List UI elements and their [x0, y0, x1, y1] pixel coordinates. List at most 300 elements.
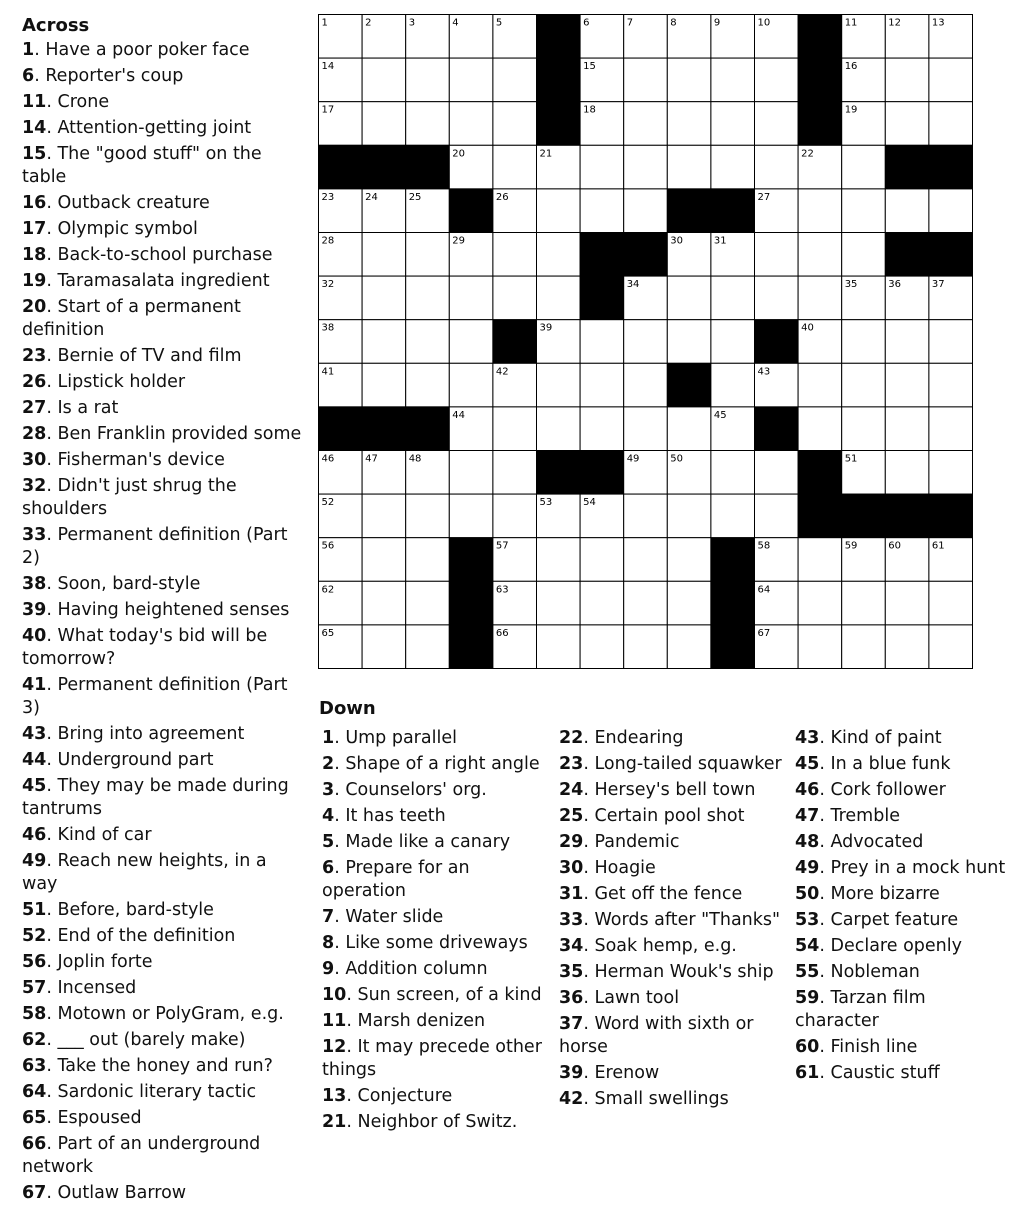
grid-cell[interactable]: [667, 538, 711, 582]
black-square: [711, 625, 755, 669]
clue-text: . Certain pool shot: [583, 806, 745, 826]
clue-item[interactable]: [559, 935, 787, 958]
grid-cell[interactable]: [624, 320, 668, 364]
grid-cell[interactable]: [624, 363, 668, 407]
crossword-grid[interactable]: [318, 14, 974, 670]
grid-cell[interactable]: [493, 145, 537, 189]
clue-item[interactable]: [22, 270, 302, 293]
grid-cell[interactable]: [667, 407, 711, 451]
clue-item[interactable]: [22, 573, 302, 596]
clue-item[interactable]: [22, 1133, 302, 1179]
cell-number: 27: [757, 191, 771, 203]
grid-cell[interactable]: [885, 363, 929, 407]
clue-item[interactable]: [559, 857, 787, 880]
black-square: [449, 581, 493, 625]
cell-number: 39: [539, 322, 553, 334]
grid-cell[interactable]: [798, 233, 842, 277]
grid-cell[interactable]: [667, 625, 711, 669]
cell-number: 48: [408, 453, 422, 465]
grid-cell[interactable]: [624, 538, 668, 582]
grid-cell[interactable]: [667, 276, 711, 320]
clue-item[interactable]: [559, 805, 787, 828]
clue-item[interactable]: [795, 805, 1015, 828]
clue-item[interactable]: [22, 749, 302, 772]
grid-cell[interactable]: [362, 625, 406, 669]
clue-item[interactable]: [22, 65, 302, 88]
clue-text: . Motown or PolyGram, e.g.: [46, 1004, 284, 1024]
clue-number: 49: [795, 858, 820, 878]
grid-cell[interactable]: [580, 145, 624, 189]
clue-number: 11: [22, 92, 47, 112]
clue-text: . Soak hemp, e.g.: [583, 936, 737, 956]
clue-item[interactable]: [22, 951, 302, 974]
cell-number: 57: [495, 540, 509, 552]
cell-number: 20: [452, 148, 466, 160]
clue-item[interactable]: [795, 909, 1015, 932]
clue-item[interactable]: [322, 932, 547, 955]
clue-item[interactable]: [559, 753, 787, 776]
black-square: [580, 451, 624, 495]
clue-item[interactable]: [22, 524, 302, 570]
clue-number: 49: [22, 851, 47, 871]
clue-item[interactable]: [795, 753, 1015, 776]
clue-number: 45: [795, 754, 820, 774]
clue-text: . Permanent definition (Part 2): [22, 525, 288, 568]
cell-number: 41: [321, 366, 335, 378]
grid-cell[interactable]: [406, 494, 450, 538]
clue-number: 30: [559, 858, 584, 878]
clue-text: . Advocated: [819, 832, 924, 852]
clue-item[interactable]: [22, 192, 302, 215]
grid-cell[interactable]: [406, 538, 450, 582]
grid-cell[interactable]: [537, 189, 581, 233]
grid-cell[interactable]: [537, 625, 581, 669]
grid-cell[interactable]: [537, 581, 581, 625]
clue-number: 62: [22, 1030, 47, 1050]
clue-text: . Hoagie: [583, 858, 656, 878]
grid-cell[interactable]: [755, 145, 799, 189]
grid-cell[interactable]: [885, 58, 929, 102]
grid-cell[interactable]: [449, 102, 493, 146]
clue-number: 53: [795, 910, 820, 930]
cell-number: 9: [713, 17, 721, 29]
clue-number: 31: [559, 884, 584, 904]
clue-number: 20: [22, 297, 47, 317]
cell-number: 33: [583, 279, 596, 291]
grid-cell[interactable]: [362, 102, 406, 146]
grid-cell[interactable]: [711, 363, 755, 407]
clue-text: . Reach new heights, in a way: [22, 851, 267, 894]
clue-number: 45: [22, 776, 47, 796]
clue-number: 1: [322, 728, 335, 748]
clue-number: 34: [559, 936, 584, 956]
grid-cell[interactable]: [362, 538, 406, 582]
grid-cell[interactable]: [798, 363, 842, 407]
grid-cell[interactable]: [885, 451, 929, 495]
clue-text: . Word with sixth or horse: [559, 1014, 754, 1057]
grid-cell[interactable]: [362, 363, 406, 407]
grid-cell[interactable]: [667, 320, 711, 364]
grid-cell[interactable]: [842, 145, 886, 189]
clue-text: . Long-tailed squawker: [583, 754, 782, 774]
grid-cell[interactable]: [929, 58, 973, 102]
grid-cell[interactable]: [406, 581, 450, 625]
grid-cell[interactable]: [842, 320, 886, 364]
clue-item[interactable]: [22, 925, 302, 948]
clue-item[interactable]: [322, 857, 547, 903]
clue-number: 13: [322, 1086, 347, 1106]
clue-item[interactable]: [795, 1062, 1015, 1085]
clue-item[interactable]: [322, 831, 547, 854]
clue-number: 63: [22, 1056, 47, 1076]
grid-cell[interactable]: [929, 581, 973, 625]
grid-cell[interactable]: [580, 538, 624, 582]
across-heading: Across: [22, 15, 90, 36]
clue-number: 59: [795, 988, 820, 1008]
clue-item[interactable]: [795, 935, 1015, 958]
grid-cell[interactable]: [929, 407, 973, 451]
clue-item[interactable]: [322, 1010, 547, 1033]
grid-cell[interactable]: [755, 58, 799, 102]
grid-cell[interactable]: [667, 581, 711, 625]
grid-cell[interactable]: [449, 363, 493, 407]
grid-cell[interactable]: [798, 407, 842, 451]
grid-cell[interactable]: [885, 320, 929, 364]
black-square: [537, 15, 581, 59]
grid-cell[interactable]: [929, 189, 973, 233]
clue-item[interactable]: [795, 1036, 1015, 1059]
grid-cell[interactable]: [711, 451, 755, 495]
black-square: [319, 145, 363, 189]
grid-cell[interactable]: [885, 625, 929, 669]
clue-number: 57: [22, 978, 47, 998]
grid-cell[interactable]: [537, 363, 581, 407]
cell-number: 8: [670, 17, 677, 29]
grid-cell[interactable]: [711, 145, 755, 189]
grid-cell[interactable]: [406, 625, 450, 669]
grid-cell[interactable]: [449, 276, 493, 320]
clue-number: 15: [22, 144, 47, 164]
clue-item[interactable]: [559, 1088, 787, 1111]
grid-cell[interactable]: [624, 189, 668, 233]
black-square: [798, 451, 842, 495]
grid-cell[interactable]: [624, 145, 668, 189]
grid-cell[interactable]: [711, 276, 755, 320]
cell-number: 16: [844, 61, 858, 73]
clue-item[interactable]: [322, 984, 547, 1007]
grid-cell[interactable]: [711, 320, 755, 364]
clue-item[interactable]: [22, 397, 302, 420]
grid-cell[interactable]: [929, 363, 973, 407]
clue-item[interactable]: [22, 977, 302, 1000]
clue-number: 50: [795, 884, 820, 904]
clue-text: . Herman Wouk's ship: [583, 962, 774, 982]
grid-cell[interactable]: [624, 58, 668, 102]
clue-item[interactable]: [559, 961, 787, 984]
clue-item[interactable]: [559, 831, 787, 854]
grid-cell[interactable]: [449, 58, 493, 102]
grid-cell[interactable]: [842, 363, 886, 407]
grid-cell[interactable]: [667, 494, 711, 538]
clue-text: . Permanent definition (Part 3): [22, 675, 288, 718]
grid-cell[interactable]: [537, 276, 581, 320]
clue-item[interactable]: [22, 449, 302, 472]
clue-item[interactable]: [22, 143, 302, 189]
clue-text: . Water slide: [334, 907, 444, 927]
clue-item[interactable]: [322, 906, 547, 929]
clue-number: 43: [795, 728, 820, 748]
clue-item[interactable]: [322, 779, 547, 802]
grid-cell[interactable]: [842, 233, 886, 277]
grid-cell[interactable]: [406, 363, 450, 407]
black-square: [406, 407, 450, 451]
grid-cell[interactable]: [580, 625, 624, 669]
grid-cell[interactable]: [580, 189, 624, 233]
clue-item[interactable]: [22, 775, 302, 821]
grid-cell[interactable]: [624, 102, 668, 146]
clue-text: . Kind of car: [46, 825, 152, 845]
clue-item[interactable]: [322, 805, 547, 828]
black-square: [537, 102, 581, 146]
clue-item[interactable]: [795, 779, 1015, 802]
clue-text: . Lawn tool: [583, 988, 680, 1008]
grid-cell[interactable]: [624, 625, 668, 669]
grid-cell[interactable]: [624, 494, 668, 538]
clue-item[interactable]: [22, 723, 302, 746]
clue-text: . Soon, bard-style: [46, 574, 201, 594]
grid-cell[interactable]: [842, 581, 886, 625]
grid-cell[interactable]: [755, 233, 799, 277]
black-square: [493, 320, 537, 364]
clue-item[interactable]: [559, 1013, 787, 1059]
grid-cell[interactable]: [580, 363, 624, 407]
cell-number: 17: [321, 104, 335, 116]
clue-text: . Outback creature: [46, 193, 210, 213]
clue-item[interactable]: [22, 824, 302, 847]
grid-cell[interactable]: [667, 102, 711, 146]
grid-cell[interactable]: [406, 276, 450, 320]
grid-cell[interactable]: [711, 58, 755, 102]
grid-cell[interactable]: [449, 451, 493, 495]
clue-number: 66: [22, 1134, 47, 1154]
clue-item[interactable]: [22, 345, 302, 368]
grid-cell[interactable]: [842, 189, 886, 233]
cell-number: 37: [931, 279, 945, 291]
clue-text: . Didn't just shrug the shoulders: [22, 476, 237, 519]
clue-item[interactable]: [22, 475, 302, 521]
grid-cell[interactable]: [362, 276, 406, 320]
clue-item[interactable]: [22, 674, 302, 720]
clue-item[interactable]: [22, 218, 302, 241]
grid-cell[interactable]: [406, 102, 450, 146]
cell-number: 51: [844, 453, 858, 465]
grid-cell[interactable]: [537, 538, 581, 582]
cell-number: 59: [844, 540, 858, 552]
clue-item[interactable]: [322, 958, 547, 981]
clue-item[interactable]: [559, 1062, 787, 1085]
cell-number: 13: [931, 17, 945, 29]
down-heading: Down: [319, 698, 376, 719]
clue-number: 27: [22, 398, 47, 418]
cell-number: 30: [670, 235, 684, 247]
grid-cell[interactable]: [362, 233, 406, 277]
clue-text: . Espoused: [46, 1108, 142, 1128]
clue-number: 21: [322, 1112, 347, 1132]
clue-item[interactable]: [322, 1085, 547, 1108]
grid-cell[interactable]: [755, 494, 799, 538]
clue-item[interactable]: [559, 883, 787, 906]
grid-cell[interactable]: [537, 233, 581, 277]
grid-cell[interactable]: [493, 407, 537, 451]
clue-text: . The "good stuff" on the table: [22, 144, 262, 187]
grid-cell[interactable]: [798, 625, 842, 669]
clue-item[interactable]: [22, 1107, 302, 1130]
grid-cell[interactable]: [493, 494, 537, 538]
black-square: [667, 363, 711, 407]
clue-number: 42: [559, 1089, 584, 1109]
grid-cell[interactable]: [798, 189, 842, 233]
clue-item[interactable]: [22, 296, 302, 342]
grid-cell[interactable]: [755, 276, 799, 320]
grid-cell[interactable]: [580, 581, 624, 625]
clue-item[interactable]: [795, 727, 1015, 750]
grid-cell[interactable]: [406, 58, 450, 102]
grid-cell[interactable]: [842, 407, 886, 451]
clue-item[interactable]: [559, 909, 787, 932]
grid-cell[interactable]: [711, 102, 755, 146]
clue-item[interactable]: [22, 1029, 302, 1052]
grid-cell[interactable]: [493, 451, 537, 495]
clue-item[interactable]: [322, 1036, 547, 1082]
clue-item[interactable]: [22, 625, 302, 671]
clue-item[interactable]: [322, 1111, 547, 1134]
clue-text: . Small swellings: [583, 1089, 729, 1109]
grid-cell[interactable]: [885, 189, 929, 233]
grid-cell[interactable]: [624, 581, 668, 625]
grid-cell[interactable]: [929, 320, 973, 364]
black-square: [711, 581, 755, 625]
clue-item[interactable]: [22, 1081, 302, 1104]
clue-item[interactable]: [559, 987, 787, 1010]
cell-number: 63: [495, 584, 509, 596]
grid-cell[interactable]: [406, 320, 450, 364]
clue-item[interactable]: [559, 727, 787, 750]
clue-number: 61: [795, 1063, 820, 1083]
grid-cell[interactable]: [362, 320, 406, 364]
clue-item[interactable]: [22, 423, 302, 446]
grid-cell[interactable]: [711, 494, 755, 538]
grid-cell[interactable]: [929, 451, 973, 495]
grid-cell[interactable]: [667, 58, 711, 102]
grid-cell[interactable]: [929, 625, 973, 669]
clue-item[interactable]: [795, 961, 1015, 984]
clue-number: 11: [322, 1011, 347, 1031]
grid-cell[interactable]: [667, 145, 711, 189]
clue-text: . Neighbor of Switz.: [346, 1112, 518, 1132]
clue-item[interactable]: [22, 39, 302, 62]
clue-item[interactable]: [22, 1055, 302, 1078]
grid-cell[interactable]: [798, 276, 842, 320]
grid-cell[interactable]: [406, 233, 450, 277]
clue-item[interactable]: [22, 91, 302, 114]
black-square: [798, 58, 842, 102]
grid-cell[interactable]: [449, 320, 493, 364]
grid-cell[interactable]: [493, 276, 537, 320]
grid-cell[interactable]: [493, 233, 537, 277]
black-square: [885, 145, 929, 189]
grid-cell[interactable]: [537, 407, 581, 451]
black-square: [449, 189, 493, 233]
clue-text: . Incensed: [46, 978, 137, 998]
clue-text: . Bernie of TV and film: [46, 346, 242, 366]
clue-item[interactable]: [22, 899, 302, 922]
clue-number: 51: [22, 900, 47, 920]
grid-cell[interactable]: [755, 102, 799, 146]
black-square: [885, 233, 929, 277]
clue-text: . What today's bid will be tomorrow?: [22, 626, 268, 669]
grid-cell[interactable]: [798, 538, 842, 582]
black-square: [537, 58, 581, 102]
grid-cell[interactable]: [362, 581, 406, 625]
cell-number: 3: [408, 17, 416, 29]
cell-number: 65: [321, 627, 335, 639]
clue-number: 29: [559, 832, 584, 852]
clue-number: 22: [559, 728, 584, 748]
grid-cell[interactable]: [929, 102, 973, 146]
clue-number: 36: [559, 988, 584, 1008]
cell-number: 32: [321, 279, 335, 291]
clue-item[interactable]: [322, 753, 547, 776]
cell-number: 23: [321, 191, 335, 203]
clue-item[interactable]: [795, 987, 1015, 1033]
clue-item[interactable]: [22, 599, 302, 622]
clue-item[interactable]: [22, 117, 302, 140]
grid-cell[interactable]: [842, 625, 886, 669]
grid-cell[interactable]: [624, 407, 668, 451]
clue-item[interactable]: [795, 857, 1015, 880]
grid-cell[interactable]: [885, 102, 929, 146]
cell-number: 36: [888, 279, 902, 291]
grid-cell[interactable]: [798, 581, 842, 625]
cell-number: 64: [757, 584, 771, 596]
clue-item[interactable]: [795, 831, 1015, 854]
clue-number: 1: [22, 40, 35, 60]
grid-cell[interactable]: [362, 494, 406, 538]
clue-item[interactable]: [22, 1182, 302, 1205]
cell-number: 67: [757, 627, 771, 639]
grid-cell[interactable]: [885, 581, 929, 625]
cell-number: 28: [321, 235, 335, 247]
grid-cell[interactable]: [755, 451, 799, 495]
cell-number: 58: [757, 540, 771, 552]
clue-item[interactable]: [795, 883, 1015, 906]
grid-cell[interactable]: [885, 407, 929, 451]
clue-item[interactable]: [22, 1003, 302, 1026]
clue-item[interactable]: [22, 371, 302, 394]
grid-cell[interactable]: [580, 320, 624, 364]
cell-number: 42: [495, 366, 509, 378]
grid-cell[interactable]: [493, 102, 537, 146]
clue-item[interactable]: [22, 244, 302, 267]
clue-item[interactable]: [22, 850, 302, 896]
clue-item[interactable]: [559, 779, 787, 802]
grid-cell[interactable]: [449, 494, 493, 538]
clue-item[interactable]: [322, 727, 547, 750]
clue-text: . More bizarre: [819, 884, 940, 904]
grid-cell[interactable]: [493, 58, 537, 102]
grid-cell[interactable]: [362, 58, 406, 102]
grid-cell[interactable]: [580, 407, 624, 451]
